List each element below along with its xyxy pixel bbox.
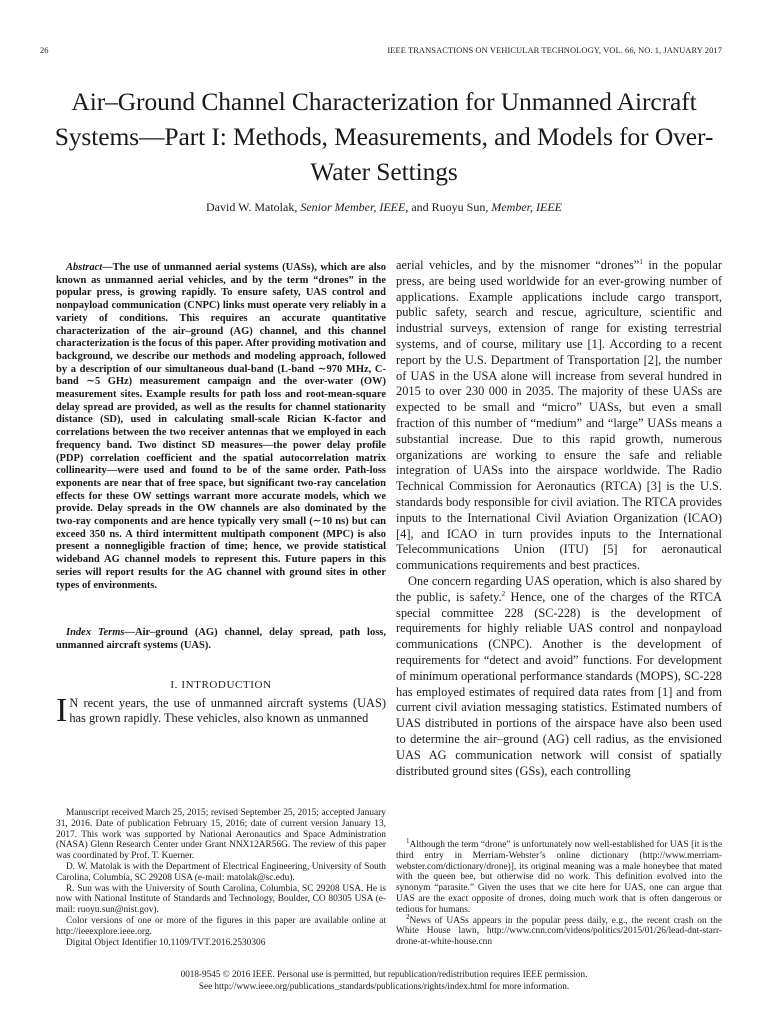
footnote: R. Sun was with the University of South Carolina, Columbia, SC 29208 USA. He is now with National Institute of Standards and Technology, Boulder, CO 80305 USA (e-mail: ruoyu.sun@nist.gov). bbox=[56, 883, 386, 916]
manuscript-footnotes bbox=[56, 808, 386, 948]
footnote: D. W. Matolak is with the Department of Electrical Engineering, University of South Carolina, Columbia, SC 29208 USA (e-mail: matolak@sc.edu). bbox=[56, 861, 386, 883]
abstract bbox=[56, 262, 386, 592]
right-column-body bbox=[396, 258, 722, 779]
intro-text: N recent years, the use of unmanned aircraft systems (UAS) has grown rapidly. These vehicles, also known as unmanned bbox=[69, 696, 386, 725]
index-terms-text: —Air–ground (AG) channel, delay spread, path loss, unmanned aircraft systems (UAS). bbox=[56, 627, 386, 651]
page-number: 26 bbox=[40, 45, 49, 55]
abstract-label: Abstract bbox=[66, 262, 103, 273]
index-terms-label: Index Terms bbox=[66, 627, 125, 638]
paper-title: Air–Ground Channel Characterization for Unmanned Aircraft Systems—Part I: Methods, Measurements, and Models for Over-Water Settings bbox=[54, 87, 714, 186]
body-paragraph bbox=[396, 258, 722, 574]
footnote: Manuscript received March 25, 2015; revised September 25, 2015; accepted January 31, 2016. Date of publication February 15, 2016; date of current version January 13, 2017. This work was supported by National Aeronautics and Space Administration (NASA) Glenn Research Center under Grant NNX12AR56G. The review of this paper was coordinated by Prof. T. Kuerner. bbox=[56, 808, 386, 862]
footnote-number: 2 bbox=[406, 912, 410, 921]
author-name: David W. Matolak, bbox=[206, 200, 298, 214]
page-footnotes bbox=[396, 836, 722, 948]
author-role: Member, IEEE bbox=[491, 200, 562, 214]
footnote: Color versions of one or more of the figures in this paper are available online at http://ieeexplore.ieee.org. bbox=[56, 915, 386, 937]
copyright-line: See http://www.ieee.org/publications_standards/publications/rights/index.html for more information. bbox=[198, 981, 570, 991]
index-terms bbox=[56, 627, 386, 652]
footnote bbox=[396, 836, 722, 916]
footnote-text: Although the term “drone” is unfortunately now well-established for UAS [it is the third entry in Merriam-Webster’s online dictionary (http://www.merriam-webster.com/dictionary/drone)], its original meaning was a male honeybee that mated with the queen bee, but otherwise did no work. This definition evolved into the synonym “parasite.” Given the uses that we cite here for UAS, one can argue that UAS are the exact opposite of drones, doing much work that is often dangerous or tedious for humans. bbox=[396, 840, 722, 915]
footnote bbox=[396, 912, 722, 948]
intro-paragraph bbox=[56, 692, 386, 729]
footnote: Digital Object Identifier 10.1109/TVT.2016.2530306 bbox=[66, 937, 266, 948]
section-heading: I. INTRODUCTION bbox=[170, 679, 272, 691]
footnote-ref: 2 bbox=[501, 589, 506, 598]
body-text: One concern regarding UAS operation, which is also shared by the public, is safety. bbox=[396, 573, 722, 604]
copyright-notice bbox=[40, 968, 728, 992]
body-paragraph bbox=[396, 574, 722, 779]
body-text: in the popular press, are being used worldwide for an ever-growing number of applications. Example applications include cargo transport, public safety, search and rescue, agriculture, scientific and industrial surveys, extension of range for existing terrestrial systems, and of course, military use [1]. According to a recent report by the U.S. Department of Transportation [2], the number of UAS in the USA alone will increase from several hundred in 2015 to over 230 000 in 2035. The majority of these UASs are expected to be small and “micro” UASs, but even a small fraction of this number of “medium” and “large” UASs means a substantial increase. Due to this rapid growth, numerous organizations are working to ensure the safe and reliable integration of UASs into the airspace worldwide. The Radio Technical Commission for Aeronautics (RTCA) [3] is the U.S. standards body responsible for civil aviation. The RTCA provides inputs to the International Civil Aviation Organization (ICAO) [4], and ICAO in turn provides inputs to the International Telecommunications Union (ITU) [5] for aeronautical communications requirements and best practices. bbox=[396, 258, 722, 573]
footnote-number: 1 bbox=[406, 836, 410, 845]
drop-cap: I bbox=[56, 692, 68, 729]
copyright-line: 0018-9545 © 2016 IEEE. Personal use is permitted, but republication/redistribution requires IEEE permission. bbox=[180, 969, 588, 979]
abstract-text: —The use of unmanned aerial systems (UASs), which are also known as unmanned aerial vehicles, and by the term “drones” in the popular press, is growing rapidly. To ensure safety, UAS control and nonpayload communication (CNPC) links must operate very reliably in a variety of conditions. This requires an accurate quantitative characterization of the air–ground (AG) channel, and this channel characterization is the focus of this paper. After providing motivation and background, we describe our methods and modeling approach, followed by a description of our simultaneous dual-band (L-band ∼970 MHz, C-band ∼5 GHz) measurement campaign and the over-water (OW) measurement sites. Example results for path loss and root-mean-square delay spread are provided, as well as the results for channel stationarity distance (SD), used in calculating small-scale Rician K-factor and correlations between the two receiver antennas that we employed in each frequency band. Two distinct SD measures—the power delay profile (PDP) correlation coefficient and the spatial autocorrelation matrix collinearity—were used and found to be of the same order. Path-loss exponents are near that of free space, but significant two-ray cancelation effects for these OW settings warrant more accurate models, which we provide. Delay spreads in the OW channels are also dominated by the two-ray components and are hence typically very small (∼10 ns) but can exceed 350 ns. A third intermittent multipath component (MPC) is also present a nonnegligible fraction of time; hence, we provide statistical wideband AG channel models to represent this. Future papers in this series will report results for the AG channel with ground sites in other types of environments. bbox=[56, 262, 386, 591]
body-text: Hence, one of the charges of the RTCA special committee 228 (SC-228) is the development of requirements for highly reliable UAS control and nonpayload communications (CNPC). Another is the development of requirements for “detect and avoid” functions. For development of minimum operational performance standards (MOPS), SC-228 has employed estimates of required data rates from [1] and from current civil aviation messaging statistics. Estimated numbers of UAS distributed in portions of the airspace have also been used to determine the air–ground (AG) cell radius, as the envisioned UAS AG communication network will consist of spatially distributed ground sites (GSs), each controlling bbox=[396, 589, 722, 778]
author-name: and Ruoyu Sun, bbox=[411, 200, 489, 214]
body-text: aerial vehicles, and by the misnomer “drones” bbox=[396, 258, 640, 272]
author-role: Senior Member, IEEE, bbox=[300, 200, 409, 214]
author-line bbox=[40, 200, 728, 215]
running-header: IEEE TRANSACTIONS ON VEHICULAR TECHNOLOGY, VOL. 66, NO. 1, JANUARY 2017 bbox=[387, 45, 722, 55]
footnote-ref: 1 bbox=[639, 257, 643, 266]
footnote-text: News of UASs appears in the popular press daily, e.g., the recent crash on the White House lawn, http://www.cnn.com/videos/politics/2015/01/26/lead-dnt-starr-drone-at-white-house.cnn bbox=[396, 915, 722, 948]
